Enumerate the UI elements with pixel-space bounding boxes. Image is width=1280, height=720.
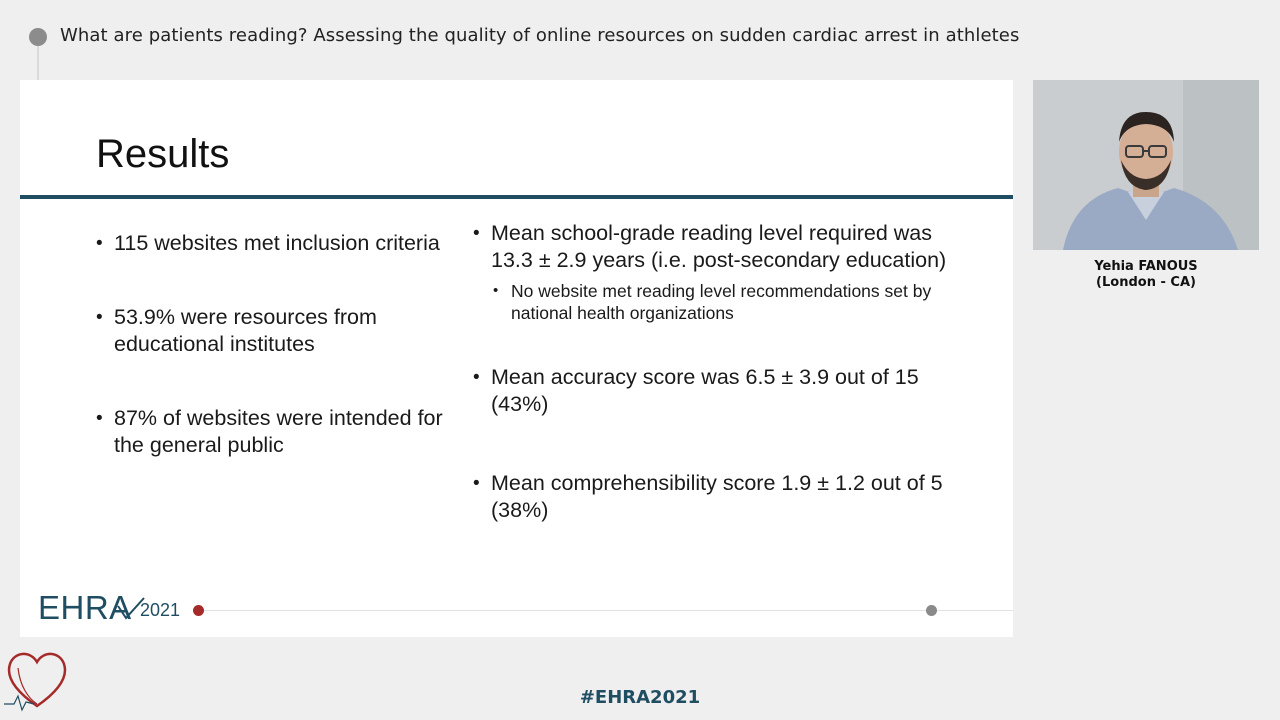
slide-heading: Results — [96, 132, 230, 176]
speaker-location: (London - CA) — [1096, 275, 1196, 290]
bullet-item: • 115 websites met inclusion criteria — [96, 230, 456, 257]
left-column — [96, 230, 456, 506]
bullet-item: • Mean school-grade reading level required was 13.3 ± 2.9 years (i.e. post-secondary education) — [473, 220, 973, 274]
progress-start-dot-icon — [193, 605, 204, 616]
session-timeline-dot-icon — [29, 28, 47, 46]
speaker-name: Yehia FANOUS — [1094, 259, 1198, 274]
brand-year: 2021 — [140, 600, 181, 620]
presentation-slide — [20, 80, 1013, 637]
session-timeline-line — [37, 46, 39, 80]
heading-divider — [20, 195, 1013, 199]
right-column — [473, 220, 973, 524]
bullet-item: • Mean accuracy score was 6.5 ± 3.9 out of 15 (43%) — [473, 364, 973, 418]
event-hashtag: #EHRA2021 — [579, 687, 701, 708]
session-title: What are patients reading? Assessing the quality of online resources on sudden cardiac arrest in athletes — [60, 25, 1020, 46]
bullet-item: • Mean comprehensibility score 1.9 ± 1.2 out of 5 (38%) — [473, 470, 973, 524]
sub-bullet-item: • No website met reading level recommendations set by national health organizations — [473, 280, 973, 324]
speaker-silhouette-icon — [1033, 80, 1259, 250]
bullet-item: • 87% of websites were intended for the general public — [96, 405, 456, 459]
speaker-caption — [1033, 259, 1259, 291]
slide-progress-line — [198, 610, 1013, 611]
ehra-brand-logo: EHRA — [38, 589, 132, 626]
bullet-item: • 53.9% were resources from educational institutes — [96, 304, 456, 358]
progress-position-dot-icon — [926, 605, 937, 616]
speaker-video — [1033, 80, 1259, 250]
